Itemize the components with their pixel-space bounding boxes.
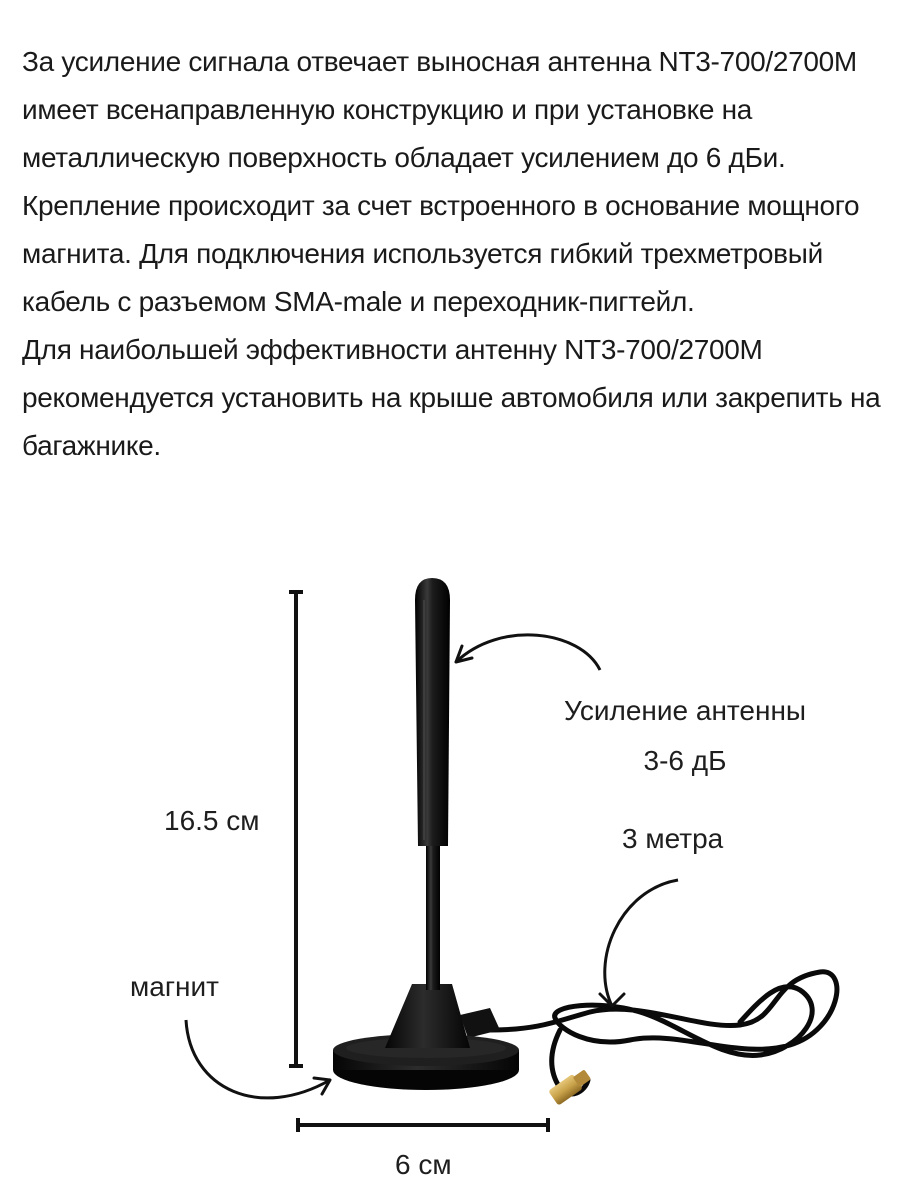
height-label: 16.5 см [164, 805, 260, 836]
curved-arrow-icon [456, 635, 600, 670]
width-dimension-line [298, 1118, 548, 1132]
gain-label-value: 3-6 дБ [643, 745, 727, 776]
cable-length-label: 3 метра [622, 823, 724, 854]
description-paragraph-3: Для наибольшей эффективности антенну NT3-700/2700M рекомендуется установить на крыше автомобиля или закрепить на багажнике. [22, 334, 881, 461]
antenna-image [333, 578, 837, 1106]
magnet-label: магнит [130, 971, 219, 1002]
antenna-illustration [0, 560, 900, 1200]
gain-label [530, 686, 840, 786]
antenna-diagram [0, 560, 900, 1200]
description-paragraph-2: Крепление происходит за счет встроенного в основание мощного магнита. Для подключения используется гибкий трехметровый кабель с разъемом SMA-male и переходник-пигтейл. [22, 190, 860, 317]
product-description [22, 38, 892, 470]
height-dimension-line [289, 592, 303, 1066]
gain-label-title: Усиление антенны [563, 695, 807, 726]
base-width-label: 6 см [395, 1149, 452, 1180]
curved-arrow-icon [186, 1020, 330, 1098]
description-paragraph-1: За усиление сигнала отвечает выносная антенна NT3-700/2700M имеет всенаправленную конструкцию и при установке на металлическую поверхность обладает усилением до 6 дБи. [22, 46, 857, 173]
curved-arrow-icon [600, 880, 678, 1006]
